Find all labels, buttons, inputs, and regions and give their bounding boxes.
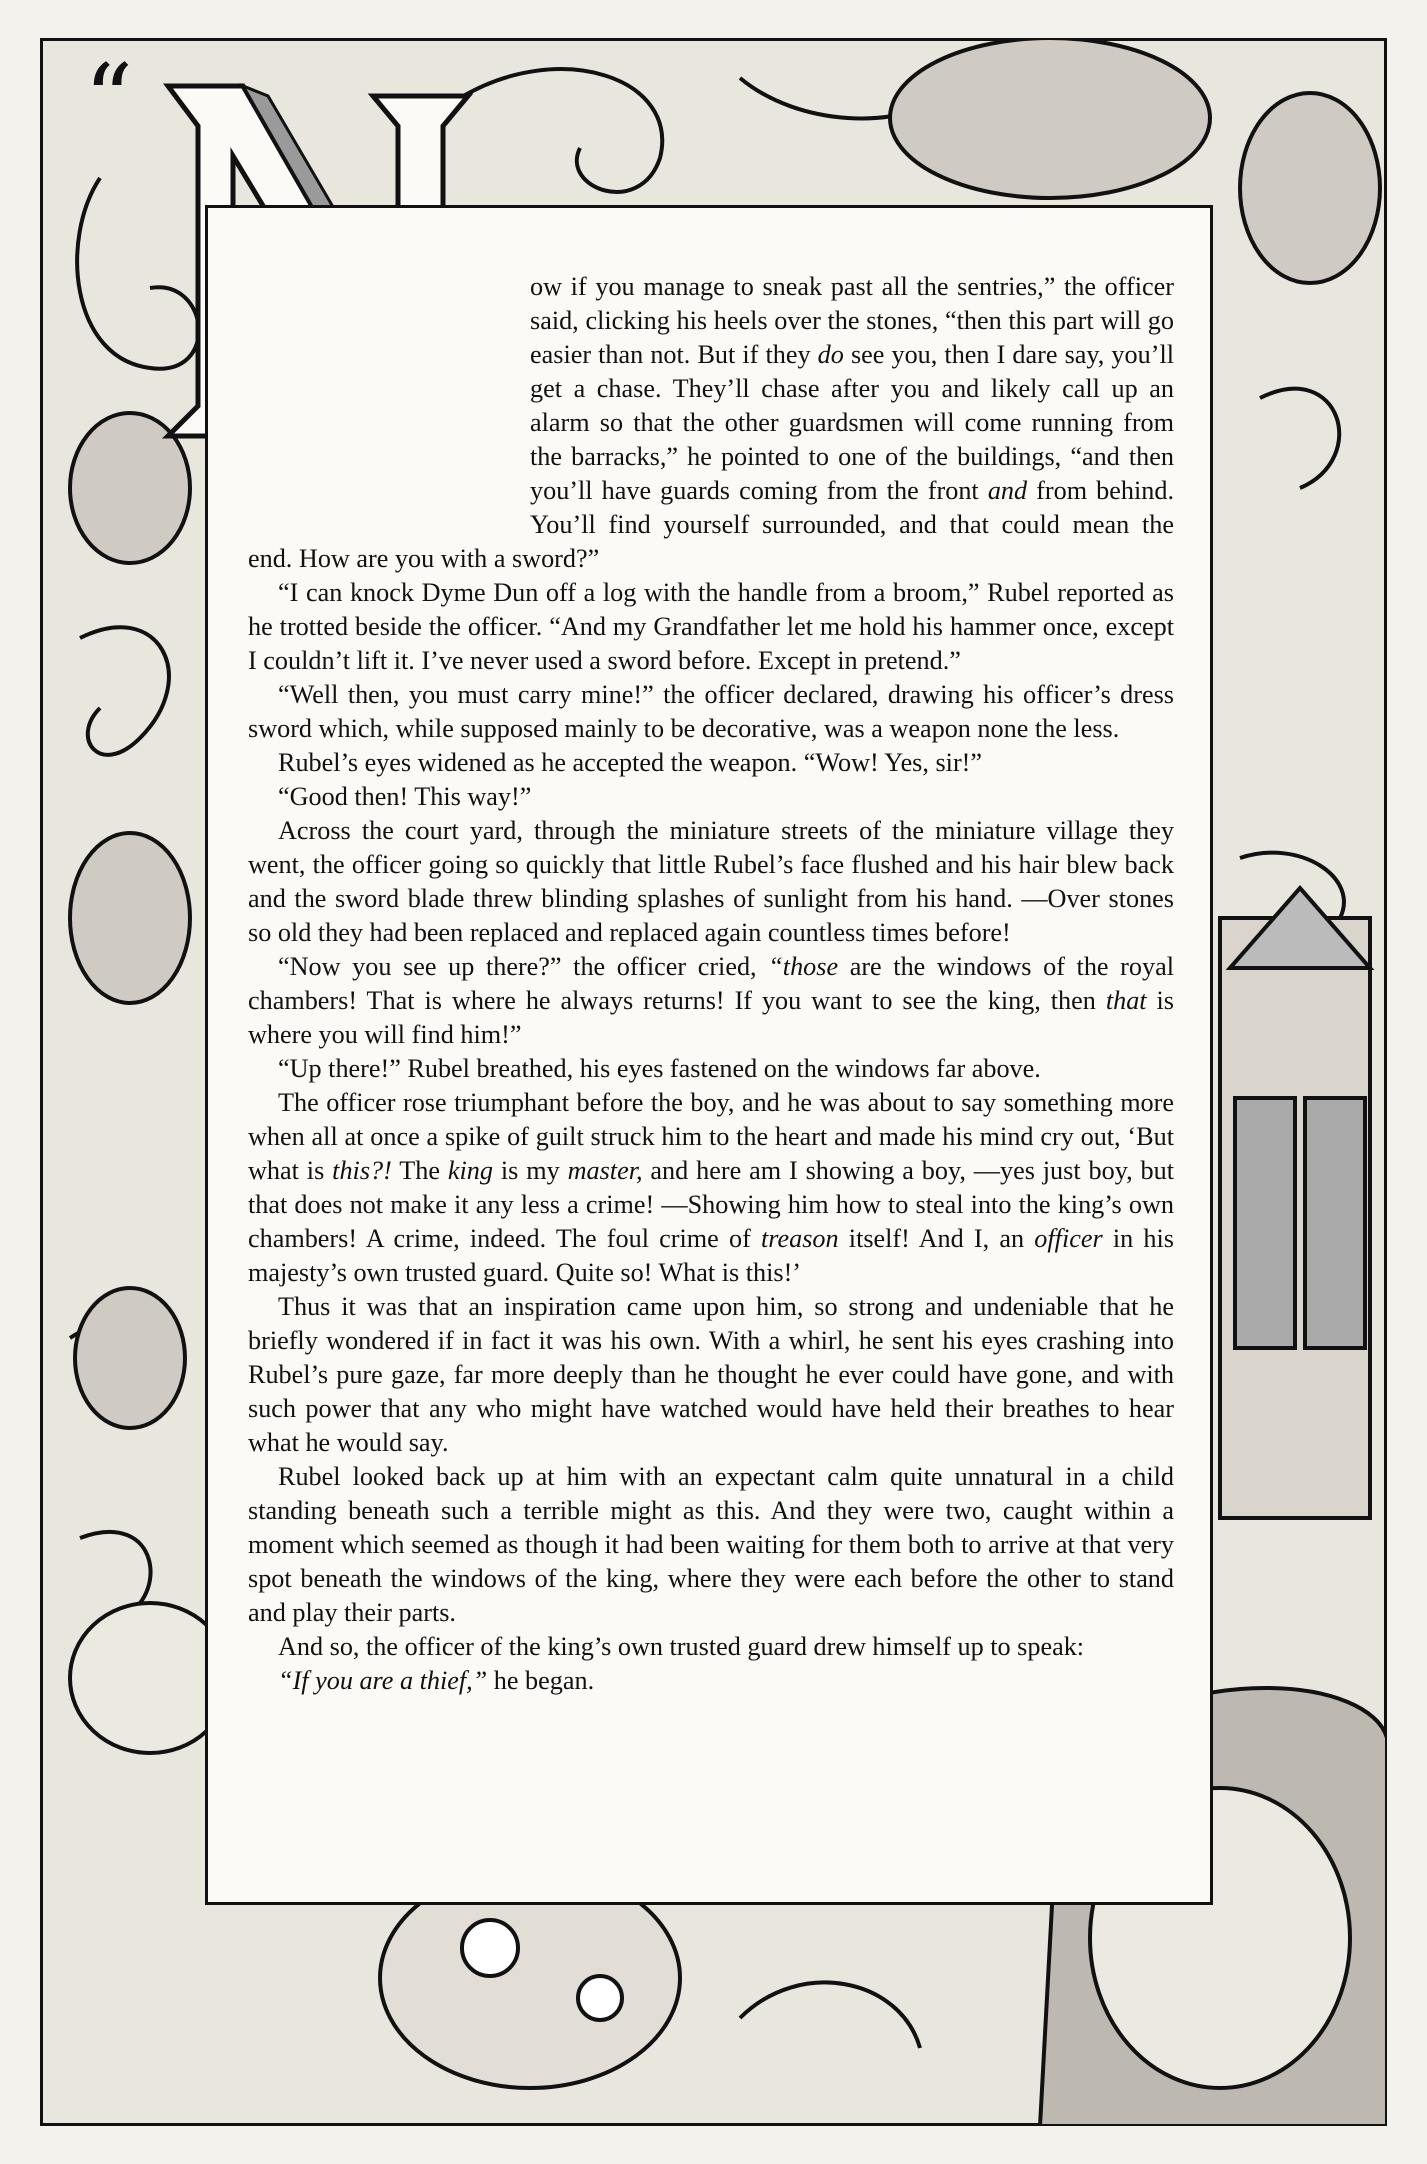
paragraph-5: “Good then! This way!” <box>278 782 532 811</box>
paragraph-8: “Up there!” Rubel breathed, his eyes fastened on the windows far above. <box>278 1054 1041 1083</box>
paragraph-7: “Now you see up there?” the officer cried, “those are the windows of the royal chambers! That is where he always returns! If you want to see the king, then that is where you will find him!” <box>248 952 1174 1049</box>
paragraph-9: The officer rose triumphant before the boy, and he was about to say something more when all at once a spike of guilt struck him to the heart and made his mind cry out, ‘But what is this?! The king is my master, and here am I showing a boy, —yes just boy, but that does not make it any less a crime! —Showing him how to steal into the king’s own chambers! A crime, indeed. The foul crime of treason itself! And I, an officer in his majesty’s own trusted guard. Quite so! What is this!’ <box>248 1088 1174 1287</box>
opening-quote-mark: “ <box>84 44 134 156</box>
paragraph-2: “I can knock Dyme Dun off a log with the handle from a broom,” Rubel reported as he trotted beside the officer. “And my Grandfather let me hold his hammer once, except I couldn’t lift it. I’ve never used a sword before. Except in pretend.” <box>248 578 1174 675</box>
paragraph-10: Thus it was that an inspiration came upon him, so strong and undeniable that he briefly wondered if in fact it was his own. With a whirl, he sent his eyes crashing into Rubel’s pure gaze, far more deeply than he thought he ever could have gone, and with such power that any who might have watched would have held their breathes to hear what he would say. <box>248 1292 1174 1457</box>
paragraph-12: And so, the officer of the king’s own trusted guard drew himself up to speak: <box>278 1632 1085 1661</box>
paragraph-13: “If you are a thief,” he began. <box>278 1666 595 1695</box>
story-text <box>248 270 1174 1698</box>
paragraph-3: “Well then, you must carry mine!” the officer declared, drawing his officer’s dress sword which, while supposed mainly to be decorative, was a weapon none the less. <box>248 680 1174 743</box>
paragraph-6: Across the court yard, through the miniature streets of the miniature village they went, the officer going so quickly that little Rubel’s face flushed and his hair blew back and the sword blade threw blinding splashes of sunlight from his hand. —Over stones so old they had been replaced and replaced again countless times before! <box>248 816 1174 947</box>
paragraph-11: Rubel looked back up at him with an expectant calm quite unnatural in a child standing beneath such a terrible might as this. And they were two, caught within a moment which seemed as though it had been waiting for them both to arrive at that very spot beneath the windows of the king, where they were each before the other to stand and play their parts. <box>248 1462 1174 1627</box>
paragraph-4: Rubel’s eyes widened as he accepted the weapon. “Wow! Yes, sir!” <box>278 748 983 777</box>
paragraph-1: ow if you manage to sneak past all the sentries,” the officer said, clicking his heels over the stones, “then this part will go easier than not. But if they do see you, then I dare say, you’ll get a chase. They’ll chase after you and likely call up an alarm so that the other guardsmen will come running from the barracks,” he pointed to one of the buildings, “and then you’ll have guards coming from the front and from behind. You’ll find yourself surrounded, and that could mean the end. How are you with a sword?” <box>248 272 1175 573</box>
story-text-panel <box>205 205 1213 1905</box>
